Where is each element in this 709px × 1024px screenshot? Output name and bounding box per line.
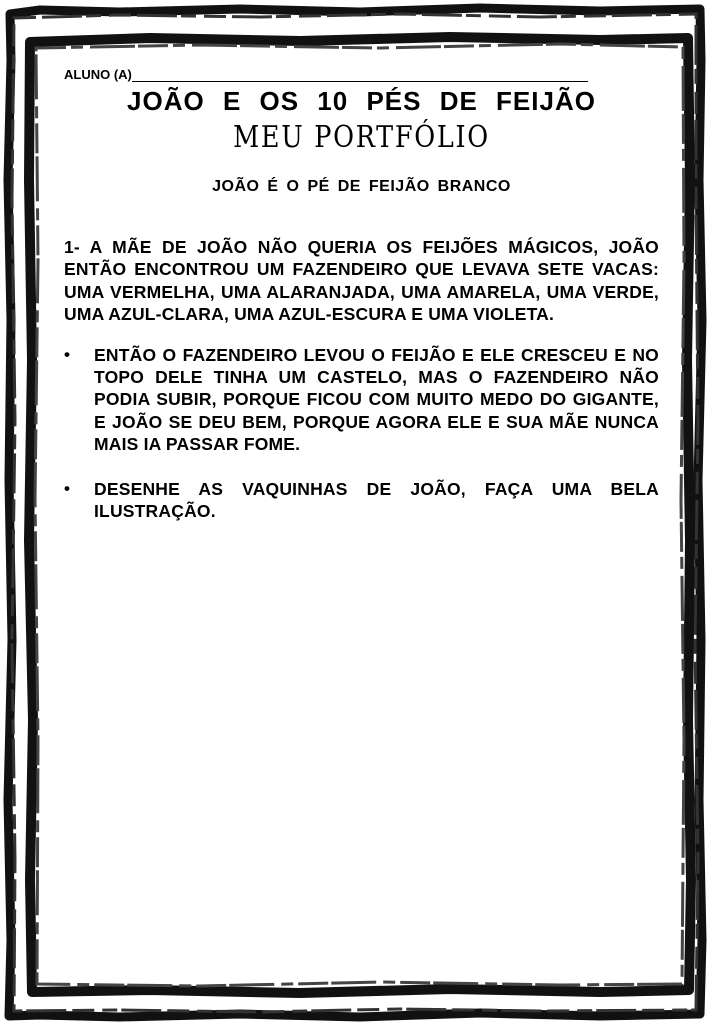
bullet-text: DESENHE AS VAQUINHAS DE JOÃO, FAÇA UMA BELA ILUSTRAÇÃO. bbox=[94, 478, 659, 522]
bullet-marker: • bbox=[64, 344, 70, 364]
student-label: ALUNO (A) bbox=[64, 67, 132, 82]
question-paragraph: 1- A MÃE DE JOÃO NÃO QUERIA OS FEIJÕES MÁGICOS, JOÃO ENTÃO ENCONTROU UM FAZENDEIRO QUE LEVAVA SETE VACAS: UMA VERMELHA, UMA ALARANJADA, UMA AMARELA, UMA VERDE, UMA AZUL-CLARA, UMA AZUL-ESCURA E UMA VIOLETA. bbox=[64, 237, 659, 325]
section-title: JOÃO É O PÉ DE FEIJÃO BRANCO bbox=[212, 178, 511, 195]
bullet-list bbox=[64, 344, 659, 523]
student-name-row bbox=[64, 64, 659, 82]
bullet-item-story bbox=[64, 344, 659, 456]
worksheet-content bbox=[64, 64, 659, 544]
portfolio-subtitle: MEU PORTFÓLIO bbox=[233, 120, 490, 155]
bullet-text: ENTÃO O FAZENDEIRO LEVOU O FEIJÃO E ELE CRESCEU E NO TOPO DELE TINHA UM CASTELO, MAS O FAZENDEIRO NÃO PODIA SUBIR, PORQUE FICOU COM MUITO MEDO DO GIGANTE, E JOÃO SE DEU BEM, PORQUE AGORA ELE E SUA MÃE NUNCA MAIS IA PASSAR FOME. bbox=[94, 344, 659, 455]
student-name-blank-line[interactable] bbox=[132, 67, 588, 82]
bullet-marker: • bbox=[64, 478, 70, 498]
bullet-item-drawing-task bbox=[64, 478, 659, 523]
page-title: JOÃO E OS 10 PÉS DE FEIJÃO bbox=[127, 86, 596, 116]
